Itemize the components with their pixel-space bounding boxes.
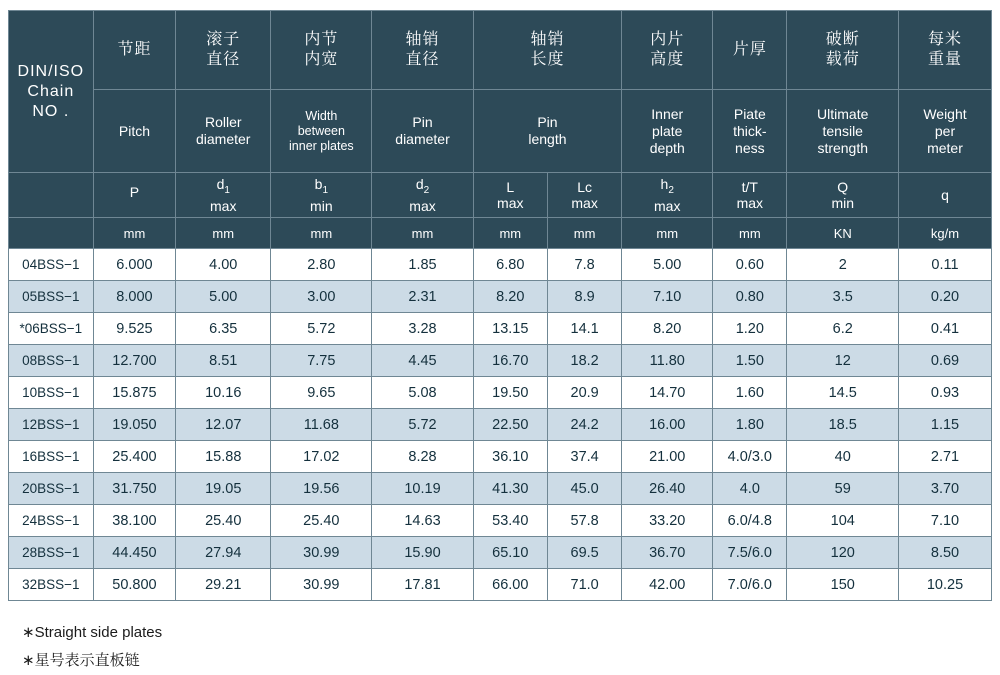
cell-pin-diameter: 17.81 <box>372 569 473 601</box>
cell-weight: 2.71 <box>898 441 991 473</box>
table-row <box>9 377 992 409</box>
cell-tensile-strength: 104 <box>787 505 899 537</box>
symbol-main <box>475 179 546 195</box>
chain-specification-table <box>8 10 992 601</box>
table-header <box>9 11 992 249</box>
cell-weight: 1.15 <box>898 409 991 441</box>
cell-weight: 7.10 <box>898 505 991 537</box>
text-line: strength <box>817 139 869 156</box>
text-line: Pin <box>412 114 433 130</box>
cell-pin-length-l: 66.00 <box>473 569 547 601</box>
header-en-plate-thickness <box>713 90 787 173</box>
text-line: 破断 <box>825 31 860 48</box>
text-line: Weight <box>923 105 967 122</box>
cell-tensile-strength: 150 <box>787 569 899 601</box>
header-row-chinese <box>9 11 992 90</box>
cell-inner-width: 25.40 <box>271 505 372 537</box>
header-cn-inner-plate-depth <box>622 11 713 90</box>
cell-inner-plate-depth: 26.40 <box>622 473 713 505</box>
cell-roller-diameter: 10.16 <box>176 377 271 409</box>
cell-chain-no: *06BSS−1 <box>9 313 94 345</box>
text-line: 每米 <box>927 31 962 48</box>
cell-pitch: 38.100 <box>93 505 176 537</box>
text-line: 直径 <box>206 51 241 68</box>
cell-plate-thickness: 1.50 <box>713 345 787 377</box>
cell-inner-plate-depth: 7.10 <box>622 281 713 313</box>
text-line: diameter <box>395 131 450 147</box>
header-en-width-between-inner-plates <box>271 90 372 173</box>
cell-inner-plate-depth: 36.70 <box>622 537 713 569</box>
cell-pin-diameter: 5.72 <box>372 409 473 441</box>
text-line: 片厚 <box>732 41 767 58</box>
cell-pin-length-l: 6.80 <box>473 249 547 281</box>
header-row-english <box>9 90 992 173</box>
text-line: Roller <box>204 114 242 130</box>
text-line: diameter <box>196 131 251 147</box>
table-row <box>9 345 992 377</box>
cell-roller-diameter: 29.21 <box>176 569 271 601</box>
cell-pin-length-l: 13.15 <box>473 313 547 345</box>
cell-pin-length-l: 19.50 <box>473 377 547 409</box>
text-line: 长度 <box>530 51 565 68</box>
unit-pin-length-lc: mm <box>547 218 621 249</box>
unit-weight: kg/m <box>898 218 991 249</box>
cell-pin-diameter: 8.28 <box>372 441 473 473</box>
cell-chain-no: 16BSS−1 <box>9 441 94 473</box>
cell-pitch: 12.700 <box>93 345 176 377</box>
cell-pitch: 19.050 <box>93 409 176 441</box>
table-body <box>9 249 992 601</box>
header-en-pin-diameter <box>372 90 473 173</box>
cell-pin-diameter: 10.19 <box>372 473 473 505</box>
cell-roller-diameter: 5.00 <box>176 281 271 313</box>
symbol-roller-diameter <box>176 173 271 218</box>
cell-chain-no: 04BSS−1 <box>9 249 94 281</box>
header-cn-tensile-strength <box>787 11 899 90</box>
symbol-qualifier: min <box>831 195 855 211</box>
cell-inner-width: 17.02 <box>271 441 372 473</box>
symbol-letter: L <box>506 179 515 195</box>
cell-pin-length-lc: 20.9 <box>547 377 621 409</box>
cell-weight: 0.69 <box>898 345 991 377</box>
text-line: Pin <box>537 114 558 130</box>
cell-tensile-strength: 6.2 <box>787 313 899 345</box>
table-row <box>9 537 992 569</box>
header-cn-weight-per-meter <box>898 11 991 90</box>
symbol-subscript: 2 <box>668 184 674 196</box>
header-cn-plate-thickness <box>713 11 787 90</box>
unit-pin-length-l: mm <box>473 218 547 249</box>
cell-chain-no: 24BSS−1 <box>9 505 94 537</box>
cell-inner-plate-depth: 33.20 <box>622 505 713 537</box>
unit-tensile-strength: KN <box>787 218 899 249</box>
cell-pin-length-lc: 18.2 <box>547 345 621 377</box>
unit-pitch: mm <box>93 218 176 249</box>
cell-pin-diameter: 2.31 <box>372 281 473 313</box>
symbol-subscript: 1 <box>224 184 230 196</box>
cell-weight: 0.41 <box>898 313 991 345</box>
table-row <box>9 473 992 505</box>
symbol-letter: P <box>129 183 140 200</box>
cell-pin-length-l: 53.40 <box>473 505 547 537</box>
cell-pin-length-lc: 14.1 <box>547 313 621 345</box>
cell-roller-diameter: 19.05 <box>176 473 271 505</box>
symbol-inner-plate-depth <box>622 173 713 218</box>
text-line: between <box>297 123 345 138</box>
cell-pin-length-lc: 8.9 <box>547 281 621 313</box>
symbol-main <box>272 176 370 199</box>
cell-inner-plate-depth: 21.00 <box>622 441 713 473</box>
header-cn-roller-diameter <box>176 11 271 90</box>
cell-pin-length-lc: 69.5 <box>547 537 621 569</box>
cell-weight: 0.20 <box>898 281 991 313</box>
footnote-chinese: ∗星号表示直板链 <box>22 652 140 669</box>
cell-pin-length-l: 16.70 <box>473 345 547 377</box>
cell-tensile-strength: 120 <box>787 537 899 569</box>
cell-tensile-strength: 14.5 <box>787 377 899 409</box>
text-line: 轴销 <box>405 31 440 48</box>
cell-plate-thickness: 1.20 <box>713 313 787 345</box>
table-row <box>9 569 992 601</box>
unit-pin-diameter: mm <box>372 218 473 249</box>
text-line: ness <box>735 139 765 156</box>
cell-pin-diameter: 15.90 <box>372 537 473 569</box>
text-line: 滚子 <box>206 31 241 48</box>
cell-plate-thickness: 6.0/4.8 <box>713 505 787 537</box>
cell-weight: 3.70 <box>898 473 991 505</box>
cell-roller-diameter: 27.94 <box>176 537 271 569</box>
cell-inner-width: 30.99 <box>271 537 372 569</box>
cell-roller-diameter: 4.00 <box>176 249 271 281</box>
text-line: Ultimate <box>817 105 869 122</box>
cell-roller-diameter: 15.88 <box>176 441 271 473</box>
symbol-tensile-strength <box>787 173 899 218</box>
header-chain-no <box>9 11 94 173</box>
symbol-cell-blank <box>9 173 94 218</box>
chain-no-line-1: DIN/ISO <box>17 62 85 80</box>
text-line: 载荷 <box>825 51 860 68</box>
text-line: 内宽 <box>304 51 339 68</box>
table-row <box>9 281 992 313</box>
cell-tensile-strength: 12 <box>787 345 899 377</box>
cell-inner-plate-depth: 5.00 <box>622 249 713 281</box>
unit-cell-blank <box>9 218 94 249</box>
cell-inner-plate-depth: 8.20 <box>622 313 713 345</box>
symbol-qualifier: max <box>736 195 764 211</box>
header-row-units <box>9 218 992 249</box>
symbol-letter: b <box>314 175 323 192</box>
table-row <box>9 441 992 473</box>
cell-inner-plate-depth: 42.00 <box>622 569 713 601</box>
cell-pin-length-l: 22.50 <box>473 409 547 441</box>
symbol-letter: h <box>660 175 669 192</box>
header-row-symbols <box>9 173 992 218</box>
unit-inner-plate-depth: mm <box>622 218 713 249</box>
cell-weight: 10.25 <box>898 569 991 601</box>
cell-inner-plate-depth: 11.80 <box>622 345 713 377</box>
symbol-letter: d <box>216 175 225 192</box>
text-line: per <box>934 122 956 139</box>
cell-tensile-strength: 2 <box>787 249 899 281</box>
header-cn-pitch <box>93 11 176 90</box>
cell-chain-no: 10BSS−1 <box>9 377 94 409</box>
cell-pin-length-lc: 57.8 <box>547 505 621 537</box>
cell-inner-plate-depth: 16.00 <box>622 409 713 441</box>
cell-inner-width: 2.80 <box>271 249 372 281</box>
cell-chain-no: 28BSS−1 <box>9 537 94 569</box>
cell-plate-thickness: 4.0/3.0 <box>713 441 787 473</box>
symbol-plate-thickness <box>713 173 787 218</box>
cell-inner-width: 3.00 <box>271 281 372 313</box>
cell-chain-no: 20BSS−1 <box>9 473 94 505</box>
symbol-qualifier: max <box>409 198 436 215</box>
cell-chain-no: 08BSS−1 <box>9 345 94 377</box>
cell-plate-thickness: 0.80 <box>713 281 787 313</box>
cell-pin-length-l: 36.10 <box>473 441 547 473</box>
text-line: inner plates <box>289 138 354 153</box>
cell-pin-length-lc: 24.2 <box>547 409 621 441</box>
cell-tensile-strength: 18.5 <box>787 409 899 441</box>
text-line: 直径 <box>405 51 440 68</box>
symbol-pin-diameter <box>372 173 473 218</box>
symbol-letter: Lc <box>577 179 593 195</box>
text-line: depth <box>649 139 685 156</box>
cell-inner-plate-depth: 14.70 <box>622 377 713 409</box>
cell-chain-no: 12BSS−1 <box>9 409 94 441</box>
cell-pin-diameter: 4.45 <box>372 345 473 377</box>
cell-pitch: 50.800 <box>93 569 176 601</box>
header-en-inner-plate-depth <box>622 90 713 173</box>
cell-plate-thickness: 1.80 <box>713 409 787 441</box>
cell-plate-thickness: 7.0/6.0 <box>713 569 787 601</box>
text-line: plate <box>652 122 683 139</box>
cell-pitch: 15.875 <box>93 377 176 409</box>
cell-pitch: 44.450 <box>93 537 176 569</box>
symbol-letter: t/T <box>741 179 758 195</box>
table-row <box>9 313 992 345</box>
cell-inner-width: 30.99 <box>271 569 372 601</box>
cell-roller-diameter: 25.40 <box>176 505 271 537</box>
cell-pin-diameter: 1.85 <box>372 249 473 281</box>
symbol-qualifier: min <box>310 198 333 215</box>
text-line: tensile <box>822 122 863 139</box>
cell-pin-diameter: 14.63 <box>372 505 473 537</box>
cell-pin-length-lc: 45.0 <box>547 473 621 505</box>
cell-pin-diameter: 5.08 <box>372 377 473 409</box>
header-en-roller-diameter <box>176 90 271 173</box>
text-line: Width <box>305 108 338 123</box>
symbol-pin-length-l <box>473 173 547 218</box>
chain-no-line-3: NO . <box>32 102 70 120</box>
symbol-pitch <box>93 173 176 218</box>
cell-weight: 0.93 <box>898 377 991 409</box>
cell-pin-length-l: 8.20 <box>473 281 547 313</box>
cell-pin-length-l: 65.10 <box>473 537 547 569</box>
text-line: Piate <box>733 105 766 122</box>
symbol-subscript: 1 <box>322 184 328 196</box>
cell-weight: 8.50 <box>898 537 991 569</box>
header-en-pin-length <box>473 90 622 173</box>
symbol-main <box>95 184 175 207</box>
header-en-pitch <box>93 90 176 173</box>
symbol-qualifier: max <box>571 195 598 211</box>
cell-pitch: 6.000 <box>93 249 176 281</box>
cell-inner-width: 9.65 <box>271 377 372 409</box>
cell-pitch: 25.400 <box>93 441 176 473</box>
cell-pin-length-lc: 71.0 <box>547 569 621 601</box>
cell-inner-width: 7.75 <box>271 345 372 377</box>
symbol-main <box>900 187 990 203</box>
cell-plate-thickness: 4.0 <box>713 473 787 505</box>
symbol-main <box>373 176 471 199</box>
text-line: 内片 <box>650 31 685 48</box>
cell-tensile-strength: 40 <box>787 441 899 473</box>
unit-plate-thickness: mm <box>713 218 787 249</box>
cell-plate-thickness: 0.60 <box>713 249 787 281</box>
unit-inner-width: mm <box>271 218 372 249</box>
symbol-letter: q <box>941 187 949 203</box>
table-row <box>9 409 992 441</box>
header-cn-pin-length <box>473 11 622 90</box>
cell-pin-length-lc: 7.8 <box>547 249 621 281</box>
symbol-qualifier: max <box>654 198 681 215</box>
cell-plate-thickness: 7.5/6.0 <box>713 537 787 569</box>
text-line: length <box>528 131 567 147</box>
text-line: Inner <box>651 105 684 122</box>
cell-pin-length-lc: 37.4 <box>547 441 621 473</box>
symbol-main <box>714 179 785 195</box>
cell-roller-diameter: 12.07 <box>176 409 271 441</box>
header-en-ultimate-tensile-strength <box>787 90 899 173</box>
cell-pitch: 31.750 <box>93 473 176 505</box>
symbol-main <box>549 179 620 195</box>
cell-weight: 0.11 <box>898 249 991 281</box>
header-cn-inner-width <box>271 11 372 90</box>
cell-chain-no: 05BSS−1 <box>9 281 94 313</box>
header-en-weight-per-meter <box>898 90 991 173</box>
symbol-main <box>788 179 897 195</box>
cell-pitch: 9.525 <box>93 313 176 345</box>
text-line: 重量 <box>927 51 962 68</box>
cell-pin-diameter: 3.28 <box>372 313 473 345</box>
symbol-main <box>623 176 711 199</box>
cell-pitch: 8.000 <box>93 281 176 313</box>
symbol-subscript: 2 <box>423 184 430 196</box>
footnote-english: ∗Straight side plates <box>22 624 163 641</box>
text-line: 内节 <box>304 31 339 48</box>
cell-roller-diameter: 6.35 <box>176 313 271 345</box>
footnotes <box>22 619 992 675</box>
cell-inner-width: 5.72 <box>271 313 372 345</box>
cell-tensile-strength: 59 <box>787 473 899 505</box>
text-line: 高度 <box>650 51 685 68</box>
table-row <box>9 249 992 281</box>
cell-pin-length-l: 41.30 <box>473 473 547 505</box>
cell-inner-width: 19.56 <box>271 473 372 505</box>
symbol-inner-width <box>271 173 372 218</box>
text-line: 节距 <box>117 41 152 58</box>
symbol-qualifier: max <box>210 198 237 215</box>
text-line: Pitch <box>118 122 151 139</box>
symbol-main <box>177 176 269 199</box>
text-line: 轴销 <box>530 31 565 48</box>
unit-roller-diameter: mm <box>176 218 271 249</box>
cell-tensile-strength: 3.5 <box>787 281 899 313</box>
cell-chain-no: 32BSS−1 <box>9 569 94 601</box>
symbol-letter: d <box>415 175 424 192</box>
text-line: thick- <box>733 122 767 139</box>
cell-inner-width: 11.68 <box>271 409 372 441</box>
text-line: meter <box>927 139 963 156</box>
symbol-letter: Q <box>837 179 849 195</box>
cell-roller-diameter: 8.51 <box>176 345 271 377</box>
symbol-weight <box>898 173 991 218</box>
header-cn-pin-diameter <box>372 11 473 90</box>
table-row <box>9 505 992 537</box>
symbol-pin-length-lc <box>547 173 621 218</box>
chain-no-line-2: Chain <box>27 82 75 100</box>
symbol-qualifier: max <box>497 195 524 211</box>
cell-plate-thickness: 1.60 <box>713 377 787 409</box>
